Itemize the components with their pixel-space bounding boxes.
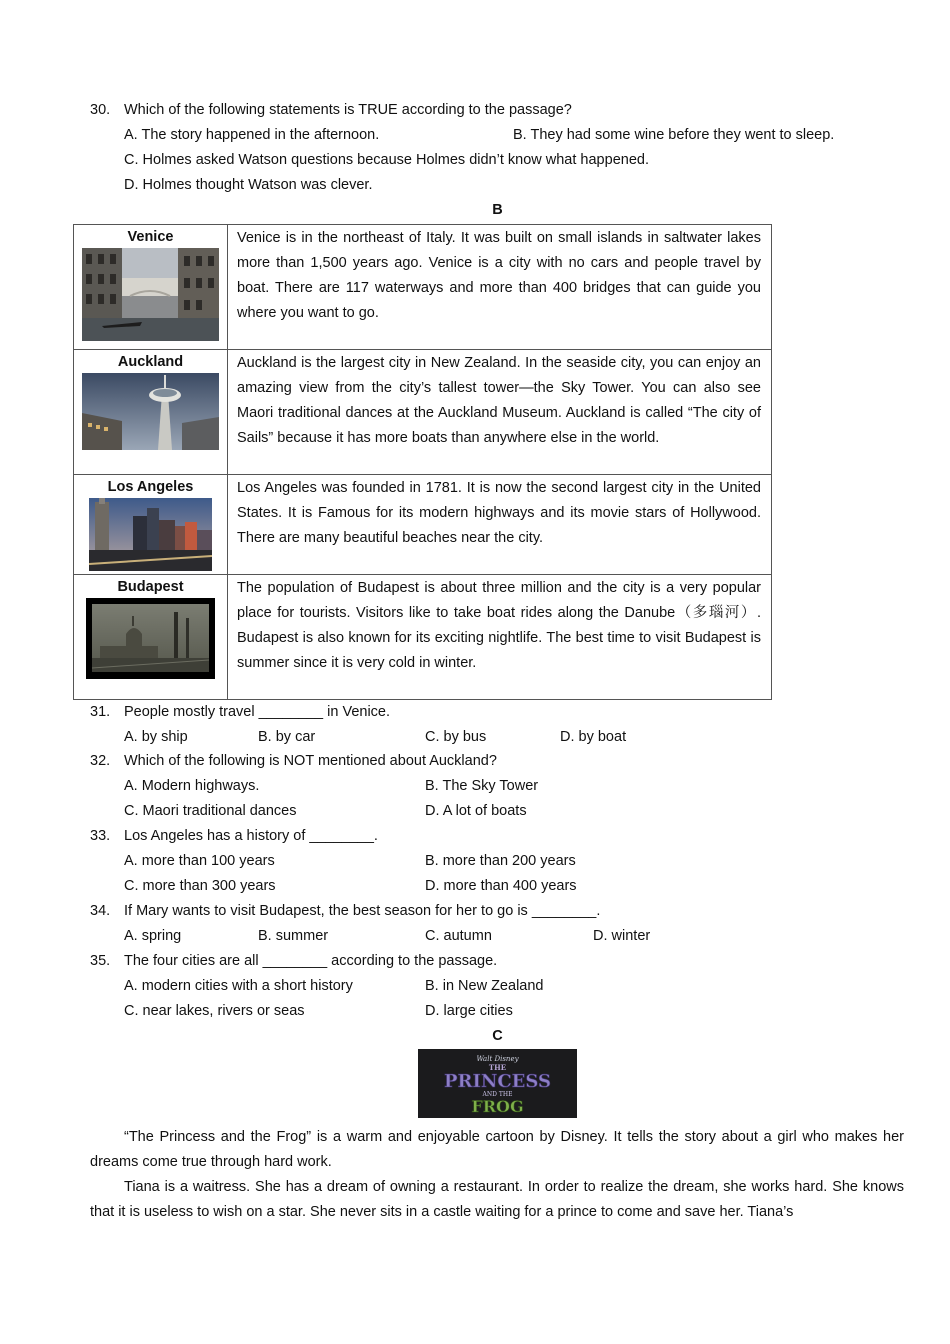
q31-option-a: A. by ship: [124, 729, 188, 745]
q35-stem: The four cities are all ________ according to the passage.: [124, 953, 498, 969]
q34-option-c: C. autumn: [425, 928, 492, 944]
q30-option-d: D. Holmes thought Watson was clever.: [124, 177, 373, 193]
q32-option-c: C. Maori traditional dances: [124, 803, 297, 819]
city-desc-los-angeles: Los Angeles was founded in 1781. It is now the second largest city in the United States. It is Famous for its modern highways and its movie stars of Hollywood. There are many beautiful beaches near the city.: [237, 480, 761, 546]
city-desc-auckland: Auckland is the largest city in New Zealand. In the seaside city, you can enjoy an amazing view from the city’s tallest tower—the Sky Tower. You can also see Maori traditional dances at the Auckland Museum. Auckland is called “The city of Sails” because it has more boats than anywhere else in the world.: [237, 355, 761, 446]
section-c-paragraph-2: Tiana is a waitress. She has a dream of owning a restaurant. In order to realize the dream, she works hard. She knows that it is useless to wish on a star. She never sits in a castle waiting for a prince to come and save her. Tiana’s: [90, 1179, 904, 1220]
q33-option-b: B. more than 200 years: [425, 853, 576, 869]
q30-option-c: C. Holmes asked Watson questions because Holmes didn’t know what happened.: [124, 152, 649, 168]
q34-number: 34.: [90, 903, 111, 919]
city-desc-venice: Venice is in the northeast of Italy. It was built on small islands in saltwater lakes more than 1,500 years ago. Venice is a city with no cars and people travel by boat. There are 117 waterways and more than 400 bridges that can guide you where you want to go.: [237, 230, 761, 321]
q31-number: 31.: [90, 704, 111, 720]
q32-option-b: B. The Sky Tower: [425, 778, 539, 794]
city-desc-cell: [228, 225, 772, 350]
cities-table: [73, 224, 772, 700]
auckland-photo: [82, 373, 219, 450]
poster-and-the: AND THE: [482, 1091, 513, 1098]
q32-number: 32.: [90, 753, 111, 769]
q32-option-a: A. Modern highways.: [124, 778, 260, 794]
city-desc-cell: [228, 575, 772, 700]
q31-option-b: B. by car: [258, 729, 316, 745]
q30-option-b: B. They had some wine before they went to sleep.: [513, 127, 835, 143]
q33-option-d: D. more than 400 years: [425, 878, 577, 894]
venice-photo: [82, 248, 219, 341]
poster-frog: FROG: [471, 1097, 524, 1116]
section-b-heading: B: [492, 202, 503, 218]
table-row: [74, 350, 772, 475]
q35-option-c: C. near lakes, rivers or seas: [124, 1003, 305, 1019]
q33-option-c: C. more than 300 years: [124, 878, 276, 894]
city-name-auckland: Auckland: [117, 354, 184, 370]
poster-the: THE: [488, 1063, 507, 1072]
table-row: [74, 575, 772, 700]
q33-number: 33.: [90, 828, 111, 844]
city-name-venice: Venice: [127, 229, 174, 245]
table-row: [74, 225, 772, 350]
city-desc-cell: [228, 350, 772, 475]
q34-option-a: A. spring: [124, 928, 182, 944]
q34-option-b: B. summer: [258, 928, 329, 944]
table-row: [74, 475, 772, 575]
city-name-cell: [74, 350, 228, 475]
city-desc-cell: [228, 475, 772, 575]
q34-stem: If Mary wants to visit Budapest, the best season for her to go is ________.: [124, 903, 601, 919]
poster-princess: PRINCESS: [443, 1071, 552, 1092]
city-name-cell: [74, 475, 228, 575]
q31-option-d: D. by boat: [560, 729, 627, 745]
q35-option-d: D. large cities: [425, 1003, 513, 1019]
q32-stem: Which of the following is NOT mentioned about Auckland?: [124, 753, 497, 769]
section-c-heading: C: [492, 1028, 503, 1044]
q31-option-c: C. by bus: [425, 729, 487, 745]
q30-stem: Which of the following statements is TRUE according to the passage?: [124, 102, 572, 118]
q35-option-a: A. modern cities with a short history: [124, 978, 353, 994]
q35-number: 35.: [90, 953, 111, 969]
princess-frog-poster: [418, 1049, 577, 1118]
budapest-photo: [86, 598, 215, 679]
city-name-budapest: Budapest: [117, 579, 184, 595]
q34-option-d: D. winter: [593, 928, 651, 944]
city-desc-budapest: The population of Budapest is about three million and the city is a very popular place for tourists. Visitors like to take boat rides along the Danube（多瑙河）. Budapest is also known for its exciting nightlife. The best time to visit Budapest is summer since it is very cold in winter.: [237, 580, 761, 671]
los-angeles-photo: [89, 498, 212, 571]
q30-option-a: A. The story happened in the afternoon.: [124, 127, 380, 143]
q32-option-d: D. A lot of boats: [425, 803, 527, 819]
city-name-los-angeles: Los Angeles: [107, 479, 194, 495]
city-name-cell: [74, 225, 228, 350]
q31-stem: People mostly travel ________ in Venice.: [124, 704, 391, 720]
q33-stem: Los Angeles has a history of ________.: [124, 828, 378, 844]
poster-brand: Walt Disney: [476, 1055, 519, 1063]
q35-option-b: B. in New Zealand: [425, 978, 544, 994]
q30-number: 30.: [90, 102, 111, 118]
q33-option-a: A. more than 100 years: [124, 853, 275, 869]
section-c-paragraph-1: “The Princess and the Frog” is a warm and enjoyable cartoon by Disney. It tells the story about a girl who makes her dreams come true through hard work.: [90, 1129, 904, 1170]
city-name-cell: [74, 575, 228, 700]
